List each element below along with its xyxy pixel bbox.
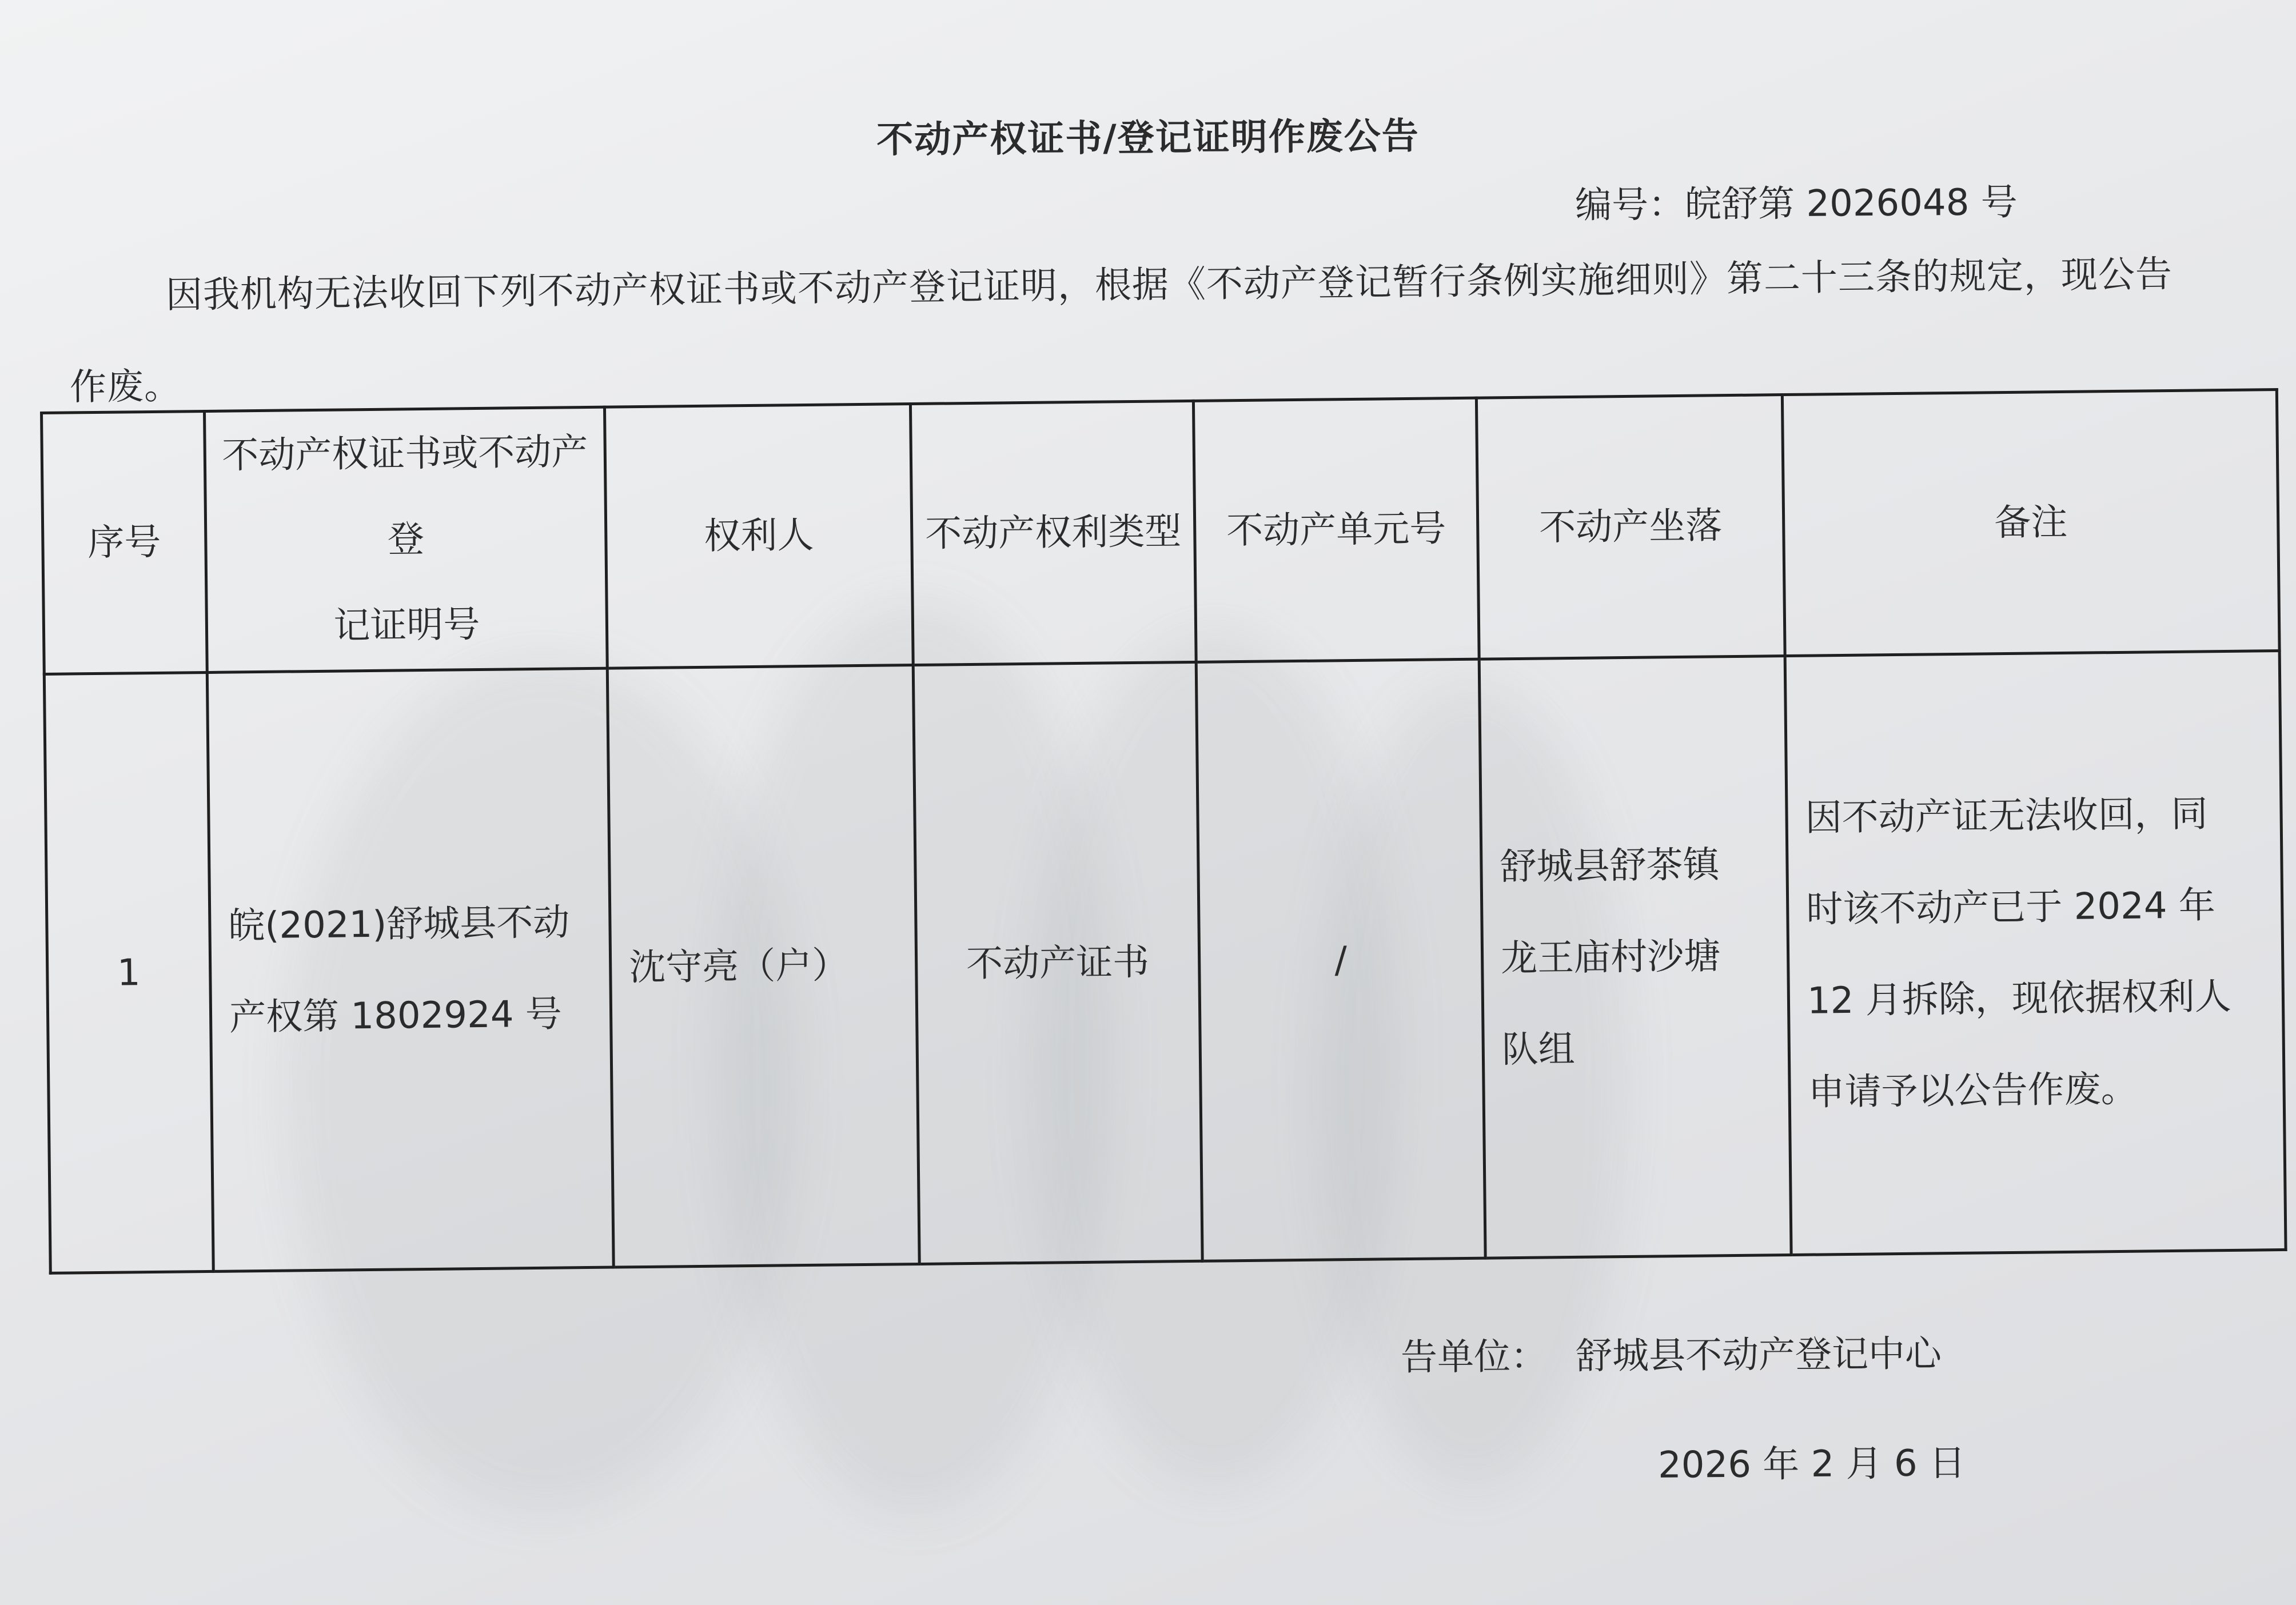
cell-seq: 1 [44,672,213,1273]
cell-location-line3: 队组 [1501,1028,1576,1071]
cell-right-type: 不动产证书 [913,662,1202,1264]
header-cert-no-line1: 不动产权证书或不动产登 [221,430,588,561]
header-location: 不动产坐落 [1476,395,1785,660]
cell-cert-no [207,668,613,1271]
cell-unit-no: / [1196,659,1485,1261]
notice-date: 2026 年 2 月 6 日 [1657,1442,1966,1487]
intro-paragraph-end: 作废。 [69,365,182,409]
cell-remark [1785,651,2286,1255]
header-seq: 序号 [42,411,208,674]
certificate-table [40,388,2287,1275]
table-row [44,651,2286,1273]
cell-location-line2: 龙王庙村沙塘 [1500,935,1721,980]
header-holder: 权利人 [604,404,913,669]
header-cert-no [205,407,608,672]
cell-cert-no-line1: 皖(2021)舒城县不动 [228,901,570,948]
cell-location-line1: 舒城县舒茶镇 [1500,843,1720,888]
cell-cert-no-line2: 产权第 1802924 号 [229,993,563,1039]
cell-location [1479,656,1791,1259]
header-remark: 备注 [1782,390,2279,656]
cell-remark-line1: 因不动产证无法收回，同 [1805,792,2208,840]
intro-paragraph: 因我机构无法收回下列不动产权证书或不动产登记证明，根据《不动产登记暂行条例实施细则》第二十三条的规定，现公告 [165,253,2173,317]
table-header-row [42,390,2280,674]
notice-title: 不动产权证书/登记证明作废公告 [876,115,1420,162]
cell-holder: 沈守亮（户） [607,665,919,1268]
signature-label: 告单位： [1400,1335,1548,1379]
header-cert-no-line2: 记证明号 [333,603,480,648]
document-number: 编号：皖舒第 2026048 号 [1574,181,2018,227]
cell-remark-line2: 时该不动产已于 2024 年 [1805,884,2216,931]
cell-remark-line4: 申请予以公告作废。 [1808,1068,2138,1114]
notice-table [40,388,2285,1275]
cell-remark-line3: 12 月拆除，现依据权利人 [1807,975,2232,1023]
signature-org: 舒城县不动产登记中心 [1575,1332,1942,1378]
header-right-type: 不动产权利类型 [910,401,1196,665]
issuing-organization [1401,1324,1971,1381]
header-unit-no: 不动产单元号 [1193,398,1479,662]
